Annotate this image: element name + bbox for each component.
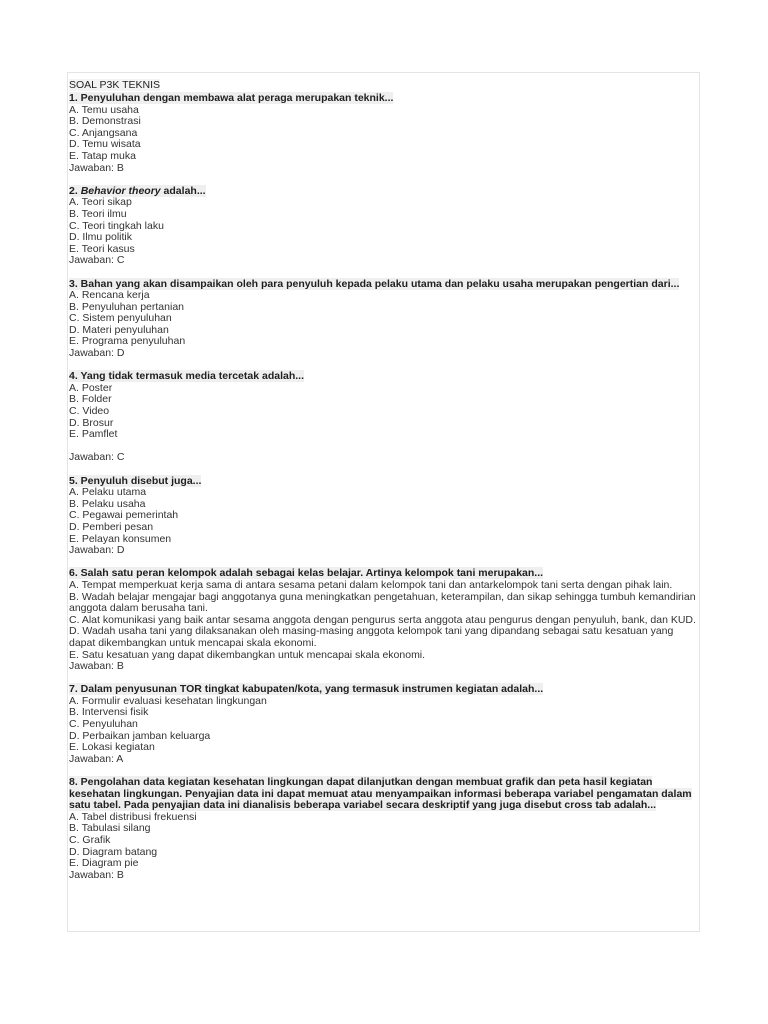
option-c: C. Video	[69, 405, 110, 418]
option-b: B. Intervensi fisik	[69, 706, 149, 719]
option-e: E. Tatap muka	[69, 149, 136, 162]
question-text: 4. Yang tidak termasuk media tercetak adalah...	[69, 370, 304, 383]
option-a: A. Poster	[69, 381, 113, 394]
option-d: D. Diagram batang	[69, 845, 158, 858]
option-b: B. Wadah belajar mengajar bagi anggotanya guna meningkatkan pengetahuan, keterampilan, dan sikap sehingga tumbuh kemandirian anggota dalam berusaha tani.	[69, 590, 696, 615]
option-b: B. Folder	[69, 393, 112, 406]
option-d: D. Brosur	[69, 416, 114, 429]
option-c: C. Sistem penyuluhan	[69, 312, 172, 325]
option-d: D. Pemberi pesan	[69, 520, 154, 533]
answer: Jawaban: B	[69, 161, 124, 174]
blank-line	[69, 441, 696, 453]
answer: Jawaban: C	[69, 451, 125, 464]
option-b: B. Teori ilmu	[69, 207, 127, 220]
question-7	[69, 684, 696, 765]
option-a: A. Teori sikap	[69, 196, 132, 209]
option-a: A. Rencana kerja	[69, 289, 150, 302]
option-b: B. Pelaku usaha	[69, 497, 146, 510]
answer: Jawaban: D	[69, 347, 125, 360]
question-text: 7. Dalam penyusunan TOR tingkat kabupaten/kota, yang termasuk instrumen kegiatan adalah...	[69, 683, 544, 696]
question-5	[69, 476, 696, 557]
option-c: C. Penyuluhan	[69, 718, 138, 731]
option-c: C. Grafik	[69, 834, 111, 846]
question-1	[69, 93, 696, 174]
option-e: E. Teori kasus	[69, 242, 135, 255]
question-8	[69, 777, 696, 881]
question-text: 2. Behavior theory adalah...	[69, 184, 206, 197]
document-title: SOAL P3K TEKNIS	[69, 79, 161, 91]
option-a: A. Tempat memperkuat kerja sama di antara sesama petani dalam kelompok tani dan antarkelompok tani serta dengan pihak lain.	[69, 578, 673, 591]
option-b: B. Penyuluhan pertanian	[69, 300, 185, 313]
option-a: A. Formulir evaluasi kesehatan lingkungan	[69, 694, 267, 707]
question-3	[69, 279, 696, 360]
option-d: D. Wadah usaha tani yang dilaksanakan oleh masing-masing anggota kelompok tani yang dipandang sebagai satu kesatuan yang dapat dikembangkan untuk mencapai skala ekonomi.	[69, 625, 674, 649]
option-e: E. Programa penyuluhan	[69, 335, 186, 348]
answer: Jawaban: B	[69, 868, 124, 881]
option-a: A. Temu usaha	[69, 103, 139, 116]
document-page	[67, 72, 700, 932]
question-4	[69, 371, 696, 464]
option-d: D. Perbaikan jamban keluarga	[69, 729, 211, 742]
option-d: D. Ilmu politik	[69, 231, 133, 244]
answer: Jawaban: C	[69, 254, 125, 267]
option-a: A. Tabel distribusi frekuensi	[69, 810, 197, 823]
option-e: E. Pelayan konsumen	[69, 532, 172, 545]
option-c: C. Alat komunikasi yang baik antar sesama anggota dengan pengurus serta anggota atau pengurus dengan penyuluh, bank, dan KUD.	[69, 613, 696, 626]
question-2	[69, 186, 696, 267]
option-d: D. Temu wisata	[69, 138, 141, 151]
option-b: B. Tabulasi silang	[69, 822, 151, 835]
option-e: E. Satu kesatuan yang dapat dikembangkan untuk mencapai skala ekonomi.	[69, 648, 426, 661]
answer: Jawaban: B	[69, 660, 124, 673]
question-text: 1. Penyuluhan dengan membawa alat peraga merupakan teknik...	[69, 92, 394, 104]
question-6	[69, 568, 696, 672]
option-e: E. Diagram pie	[69, 857, 139, 870]
option-e: E. Pamflet	[69, 428, 118, 441]
question-text: 6. Salah satu peran kelompok adalah sebagai kelas belajar. Artinya kelompok tani merupakan...	[69, 567, 544, 580]
option-b: B. Demonstrasi	[69, 115, 141, 128]
option-a: A. Pelaku utama	[69, 486, 147, 499]
answer: Jawaban: A	[69, 752, 124, 765]
option-c: C. Anjangsana	[69, 126, 138, 139]
option-c: C. Pegawai pemerintah	[69, 509, 179, 522]
question-text: 3. Bahan yang akan disampaikan oleh para penyuluh kepada pelaku utama dan pelaku usaha merupakan pengertian dari...	[69, 277, 680, 290]
question-italic-term: Behavior theory	[80, 184, 161, 197]
option-e: E. Lokasi kegiatan	[69, 741, 155, 754]
option-c: C. Teori tingkah laku	[69, 219, 164, 232]
answer: Jawaban: D	[69, 544, 125, 557]
option-d: D. Materi penyuluhan	[69, 323, 169, 336]
question-text: 8. Pengolahan data kegiatan kesehatan lingkungan dapat dilanjutkan dengan membuat grafik dan peta hasil kegiatan kesehatan lingkungan. Penyajian data ini dapat memuat atau menyampaikan informasi beberapa variabel pengamatan dalam satu tabel. Pada penyajian data ini dianalisis beberapa variabel secara deskriptif yang juga disebut cross tab adalah...	[69, 776, 692, 812]
question-text: 5. Penyuluh disebut juga...	[69, 474, 202, 487]
